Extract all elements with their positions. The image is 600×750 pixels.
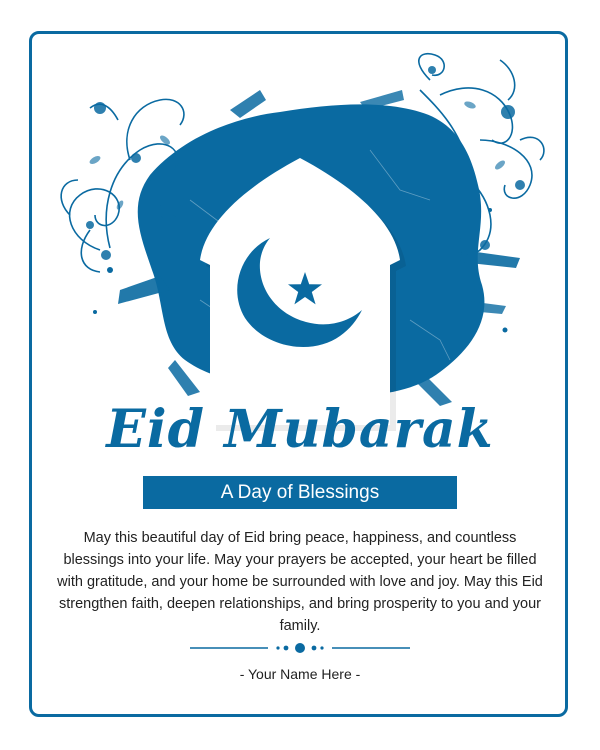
greeting-message: May this beautiful day of Eid bring peace, happiness, and countless blessings into your life. May your prayers be accepted, your heart be filled with gratitude, and your home be surrounded with love and joy. May this Eid strengthen faith, deepen relationships, and bring prosperity to you and your family. (57, 530, 543, 634)
dotted-divider (190, 640, 410, 656)
card-subtitle-banner: A Day of Blessings (143, 476, 457, 509)
signature: - Your Name Here - (239, 666, 361, 682)
card-title: Eid Mubarak (106, 399, 494, 460)
